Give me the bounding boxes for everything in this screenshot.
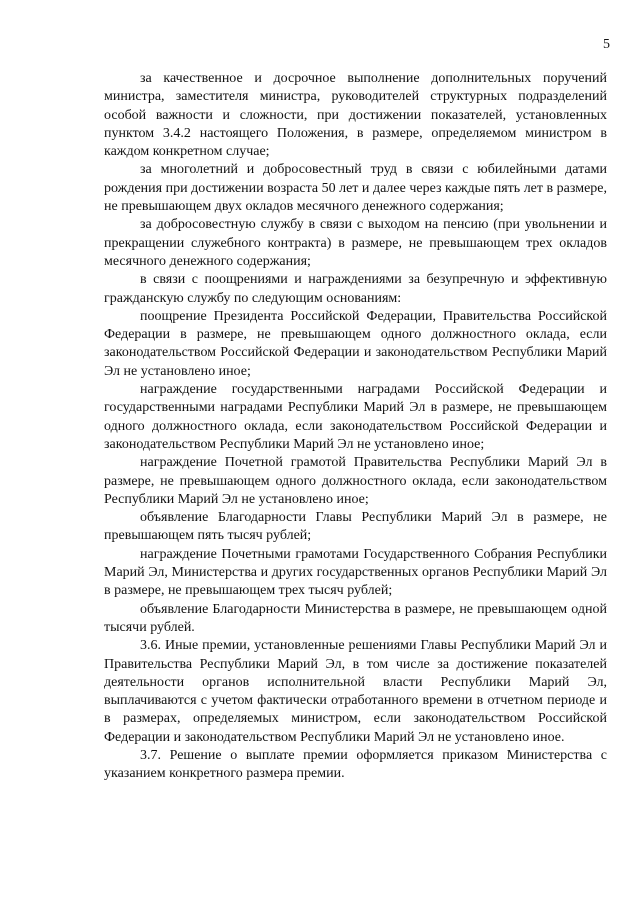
paragraph-bonus-retirement: за добросовестную службу в связи с выходом на пенсию (при увольнении и прекращении служебного контракта) в размере, не превышающем трех окладов месячного денежного содержания; (104, 217, 607, 269)
paragraph-clause-3-7: 3.7. Решение о выплате премии оформляется приказом Министерства с указанием конкретного размера премии. (104, 747, 607, 782)
paragraph-clause-3-6: 3.6. Иные премии, установленные решениями Главы Республики Марий Эл и Правительства Республики Марий Эл, в том числе за достижение показателей деятельности органов исполнительной власти Республики Марий Эл, выплачиваются с учетом фактически отработанного времени в отчетном периоде и в размерах, определяемых министром, если законодательством Российской Федерации и законодательством Республики Марий Эл не установлено иное. (104, 638, 607, 745)
paragraph-award-ministry-gratitude: объявление Благодарности Министерства в размере, не превышающем одной тысячи рублей. (104, 601, 607, 635)
paragraph-award-government-diploma: награждение Почетной грамотой Правительства Республики Марий Эл в размере, не превышающем одного должностного оклада, если законодательством Республики Марий Эл не установлено иное; (104, 455, 607, 507)
paragraph-bonus-anniversary: за многолетний и добросовестный труд в связи с юбилейными датами рождения при достижении возраста 50 лет и далее через каждые пять лет в размере, не превышающем двух окладов месячного денежного содержания; (104, 162, 607, 215)
document-body (104, 70, 607, 784)
page-number: 5 (603, 37, 610, 52)
paragraph-bonus-awards-intro: в связи с поощрениями и награждениями за безупречную и эффективную гражданскую службу по следующим основаниям: (104, 272, 607, 306)
paragraph-bonus-additional-assignments: за качественное и досрочное выполнение дополнительных поручений министра, заместителя министра, руководителей структурных подразделений особой важности и сложности, при достижении показателей, установленных пунктом 3.4.2 настоящего Положения, в размере, определяемом министром в каждом конкретном случае; (104, 71, 607, 160)
paragraph-award-head-gratitude: объявление Благодарности Главы Республики Марий Эл в размере, не превышающем пять тысяч рублей; (104, 510, 607, 544)
paragraph-award-assembly-diploma: награждение Почетными грамотами Государственного Собрания Республики Марий Эл, Министерства и других государственных органов Республики Марий Эл в размере, не превышающем трех тысяч рублей; (104, 546, 607, 599)
paragraph-award-president: поощрение Президента Российской Федерации, Правительства Российской Федерации в размере, не превышающем одного должностного оклада, если законодательством Российской Федерации и законодательством Республики Марий Эл не установлено иное; (104, 308, 607, 379)
paragraph-award-state: награждение государственными наградами Российской Федерации и государственными наградами Республики Марий Эл в размере, не превышающем одного должностного оклада, если законодательством Российской Федерации и законодательством Республики Марий Эл не установлено иное; (104, 382, 607, 452)
